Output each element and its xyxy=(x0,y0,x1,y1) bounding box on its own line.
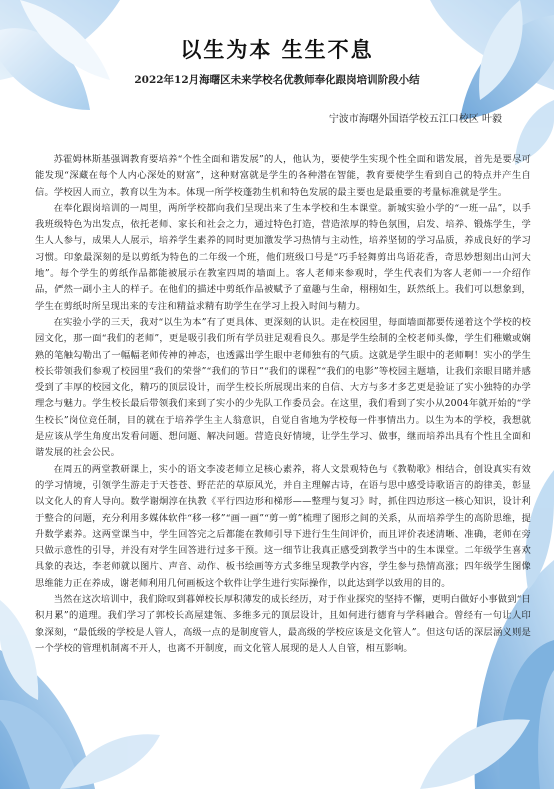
paragraph-conclusion: 当然在这次培训中，我们除叹到暮婵校长厚积薄发的成长经历，对于作业探究的坚持不懈，更明白做好小事做到“日积月累”的道理。我们学习了郭校长高屋建瓴、多维多元的顶层设计，且如何进行德育与学科融合。曾经有一句让人印象深刻，“最低级的学校是人管人，高级一点的是制度管人，最高级的学校应该是文化管人”。但这句话的深层涵义则是一个学校的管理机制离不开人，也离不开制度，而文化管人展现的是人人自管，相互影响。 xyxy=(35,594,531,654)
paragraph-fenghua-training: 在奉化跟岗培训的一周里，两所学校都向我们呈现出来了生本学校和生本课堂。新城实验小学的“一班一品”，以手我班级特色为出发点，依托老师、家长和社会之力，通过特色打造，营造浓厚的特色氛围，启发、培养、锻炼学生，学生人人参与，成果人人展示，培养学生素养的同时更加激发学习热情与主动性，培养坚韧的学习品质，养成良好的学习习惯。印象最深刻的是以剪纸为特色的二年级一个班，他们班级口号是“巧手轻舞剪出鸟语花香，奇思妙想刻出山河大地”。每个学生的剪纸作品都能被展示在教室四周的墙面上。客人老师来参观时，学生代表们为客人老师一一介绍作品，俨然一副小主人的样子。在他们的描述中剪纸作品被赋予了童趣与生命，栩栩如生，跃然纸上。我们可以想象到，学生在剪纸时所呈现出来的专注和精益求精有助学生在学习上投入时间与精力。 xyxy=(35,202,531,312)
paragraph-experimental-school: 在实验小学的三天，我对“以生为本”有了更具体、更深刻的认识。走在校园里，每面墙面都要传递着这个学校的校园文化，那一面“我们的老师”，更是吸引我们所有学员驻足观看良久。那是学生绘制的全校老师头像，学生们稚嫩或娴熟的笔触勾勒出了一幅幅老师传神的神态，也透露出学生眼中老师独有的气质。这就是学生眼中的老师啊！实小的学生校长带领我们参观了校园里“我们的荣誉”“我们的节日”“我们的课程”“我们的电影”等校园主题墙，让我们亲眼目睹并感受到了丰厚的校园文化，精巧的顶层设计，而学生校长所展现出来的自信、大方与多才多艺更是验证了实小独特的办学理念与魅力。学生校长最后带领我们来到了实小的少先队工作委员会。在这里，我们看到了实小从2004年就开始的“学生校长”岗位竞任制，目的就在于培养学生主人翁意识，自觉自省地为学校每一件事情出力。以生为本的学校，我想就是应该从学生角度出发看问题、想问题、解决问题。营造良好情境，让学生学习、做事，继而培养出具有个性且全面和谐发展的社会公民。 xyxy=(35,316,531,459)
paragraph-research-lessons: 在周五的两堂教研课上，实小的语文李凌老师立足核心素养，将人文景观特色与《教勒歌》相结合，创设真实有效的学习情境，引领学生游走于天苍苍、野茫茫的草原风光，并自主理解古诗，在语与思中感受诗歌语言的韵律美，彰显以文化人的育人导向。数学谢炯淳在执教《平行四边形和梯形——整理与复习》时，抓住四边形这一核心知识，设计利于整合的问题，充分利用多媒体软件“移一移”“画一画”“剪一剪”梳理了图形之间的关系，从而培养学生的高阶思维，提升数学素养。这两堂课当中，学生回答完之后都能在教师引导下进行生生间评价，而且评价表述清晰、准确，老师在旁只做示意性的引导，并没有对学生回答进行过多干预。这一细节让我真正感受到教学当中的生本课堂。二年级学生喜欢具象的表达，李老师就以图片、声音、动作、板书绘画等方式多维呈现教学内容，学生参与热情高涨；四年级学生图像思维能力正在养成，谢老师利用几何画板这个软件让学生进行实际操作，以此达到学以致用的目的。 xyxy=(35,463,531,589)
paragraph-intro: 苏霍姆林斯基强调教育要培养“个性全面和谐发展”的人，他认为，要使学生实现个性全面和谐发展，首先是要尽可能发现“深藏在每个人内心深处的财富”，这种财富就是学生的各种潜在智能，教育要使学生看到自己的特点并产生自信。学校因人而立，教育以生为本。体现一所学校蓬勃生机和特色发展的最主要也是最重要的考量标准就是学生。 xyxy=(35,154,531,198)
document-body xyxy=(35,152,531,657)
document-subtitle: 2022年12月海曙区未来学校名优教师奉化跟岗培训阶段小结 xyxy=(134,74,420,86)
author-line: 宁波市海曙外国语学校五江口校区 叶毅 xyxy=(328,114,502,125)
document-title: 以生为本 生生不息 xyxy=(180,37,374,62)
